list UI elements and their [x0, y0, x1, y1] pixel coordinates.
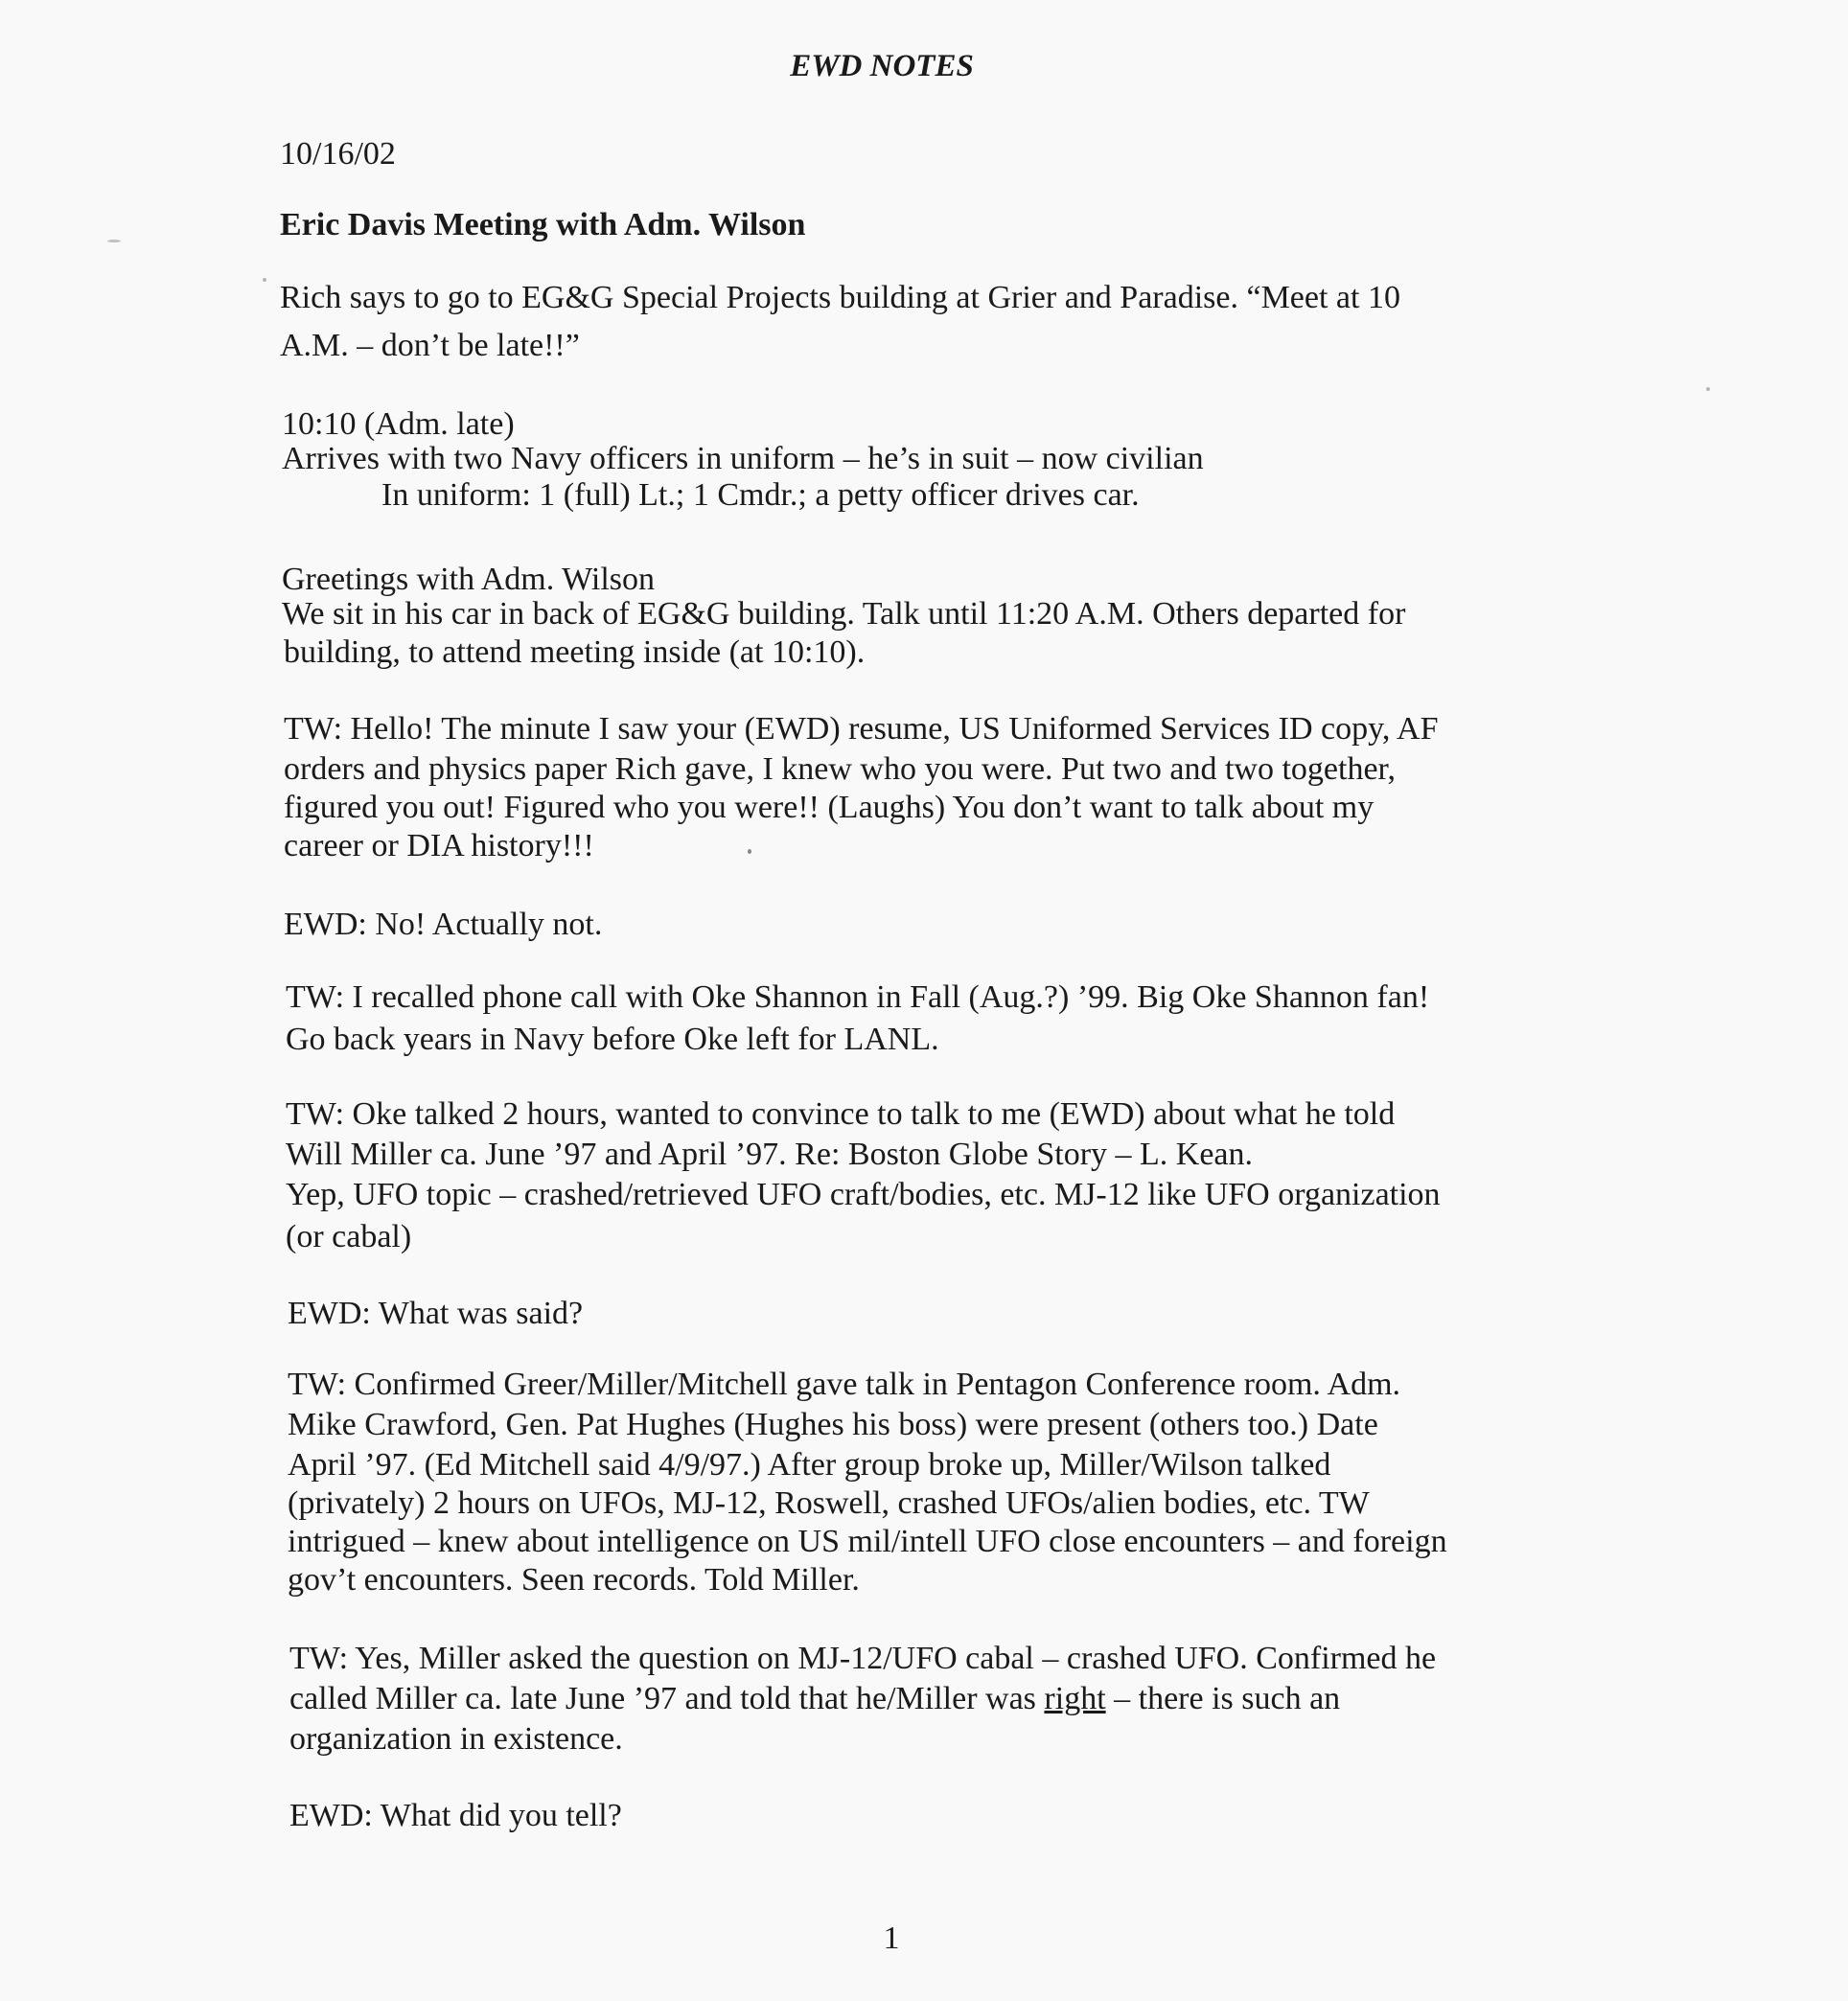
text-line: TW: I recalled phone call with Oke Shannon in Fall (Aug.?) ’99. Big Oke Shannon fan! — [286, 979, 1430, 1015]
text-line: organization in existence. — [289, 1721, 623, 1757]
scan-speck — [748, 849, 751, 854]
text-line: Go back years in Navy before Oke left for LANL. — [286, 1022, 939, 1057]
text-line: EWD: No! Actually not. — [284, 907, 603, 942]
text-line: Will Miller ca. June ’97 and April ’97. Re: Boston Globe Story – L. Kean. — [286, 1137, 1254, 1172]
text-fragment: called Miller ca. late June ’97 and told that he/Miller was — [289, 1681, 1045, 1716]
text-line: In uniform: 1 (full) Lt.; 1 Cmdr.; a petty officer drives car. — [381, 477, 1140, 513]
text-line: (privately) 2 hours on UFOs, MJ-12, Roswell, crashed UFOs/alien bodies, etc. TW — [288, 1485, 1370, 1521]
text-line: A.M. – don’t be late!!” — [280, 328, 580, 363]
text-line: Rich says to go to EG&G Special Projects building at Grier and Paradise. “Meet at 10 — [280, 280, 1400, 315]
text-line: April ’97. (Ed Mitchell said 4/9/97.) After group broke up, Miller/Wilson talked — [288, 1447, 1331, 1483]
text-line: TW: Hello! The minute I saw your (EWD) resume, US Uniformed Services ID copy, AF — [284, 711, 1439, 747]
text-line: Mike Crawford, Gen. Pat Hughes (Hughes his boss) were present (others too.) Date — [288, 1407, 1378, 1442]
text-line: orders and physics paper Rich gave, I knew who you were. Put two and two together, — [284, 751, 1397, 787]
text-line-with-underline — [289, 1679, 1340, 1719]
text-line: intrigued – knew about intelligence on US mil/intell UFO close encounters – and foreign — [288, 1524, 1447, 1559]
text-line: TW: Yes, Miller asked the question on MJ-12/UFO cabal – crashed UFO. Confirmed he — [289, 1641, 1437, 1676]
text-line: TW: Confirmed Greer/Miller/Mitchell gave talk in Pentagon Conference room. Adm. — [288, 1367, 1401, 1402]
meeting-heading: Eric Davis Meeting with Adm. Wilson — [280, 207, 806, 242]
text-line: figured you out! Figured who you were!! (Laughs) You don’t want to talk about my — [284, 790, 1374, 825]
text-line: 10:10 (Adm. late) — [282, 406, 515, 442]
underlined-word: right — [1044, 1681, 1106, 1716]
document-date: 10/16/02 — [280, 136, 396, 172]
text-line: gov’t encounters. Seen records. Told Miller. — [288, 1562, 860, 1598]
scan-speck — [107, 240, 121, 242]
text-line: Greetings with Adm. Wilson — [282, 562, 655, 597]
text-line: Arrives with two Navy officers in uniform – he’s in suit – now civilian — [282, 441, 1204, 476]
document-title: EWD NOTES — [790, 49, 974, 83]
scan-speck — [1706, 387, 1710, 391]
text-fragment: – there is such an — [1105, 1681, 1341, 1716]
scan-speck — [263, 278, 266, 282]
text-line: career or DIA history!!! — [284, 828, 594, 863]
page-number: 1 — [883, 1920, 900, 1956]
text-line: TW: Oke talked 2 hours, wanted to convince to talk to me (EWD) about what he told — [286, 1096, 1396, 1132]
text-line: (or cabal) — [286, 1219, 412, 1254]
text-line: EWD: What did you tell? — [289, 1798, 622, 1833]
text-line: We sit in his car in back of EG&G building. Talk until 11:20 A.M. Others departed for — [282, 596, 1406, 632]
text-line: building, to attend meeting inside (at 10:10). — [284, 634, 866, 670]
text-line: Yep, UFO topic – crashed/retrieved UFO craft/bodies, etc. MJ-12 like UFO organization — [286, 1177, 1441, 1212]
text-line: EWD: What was said? — [288, 1296, 584, 1331]
